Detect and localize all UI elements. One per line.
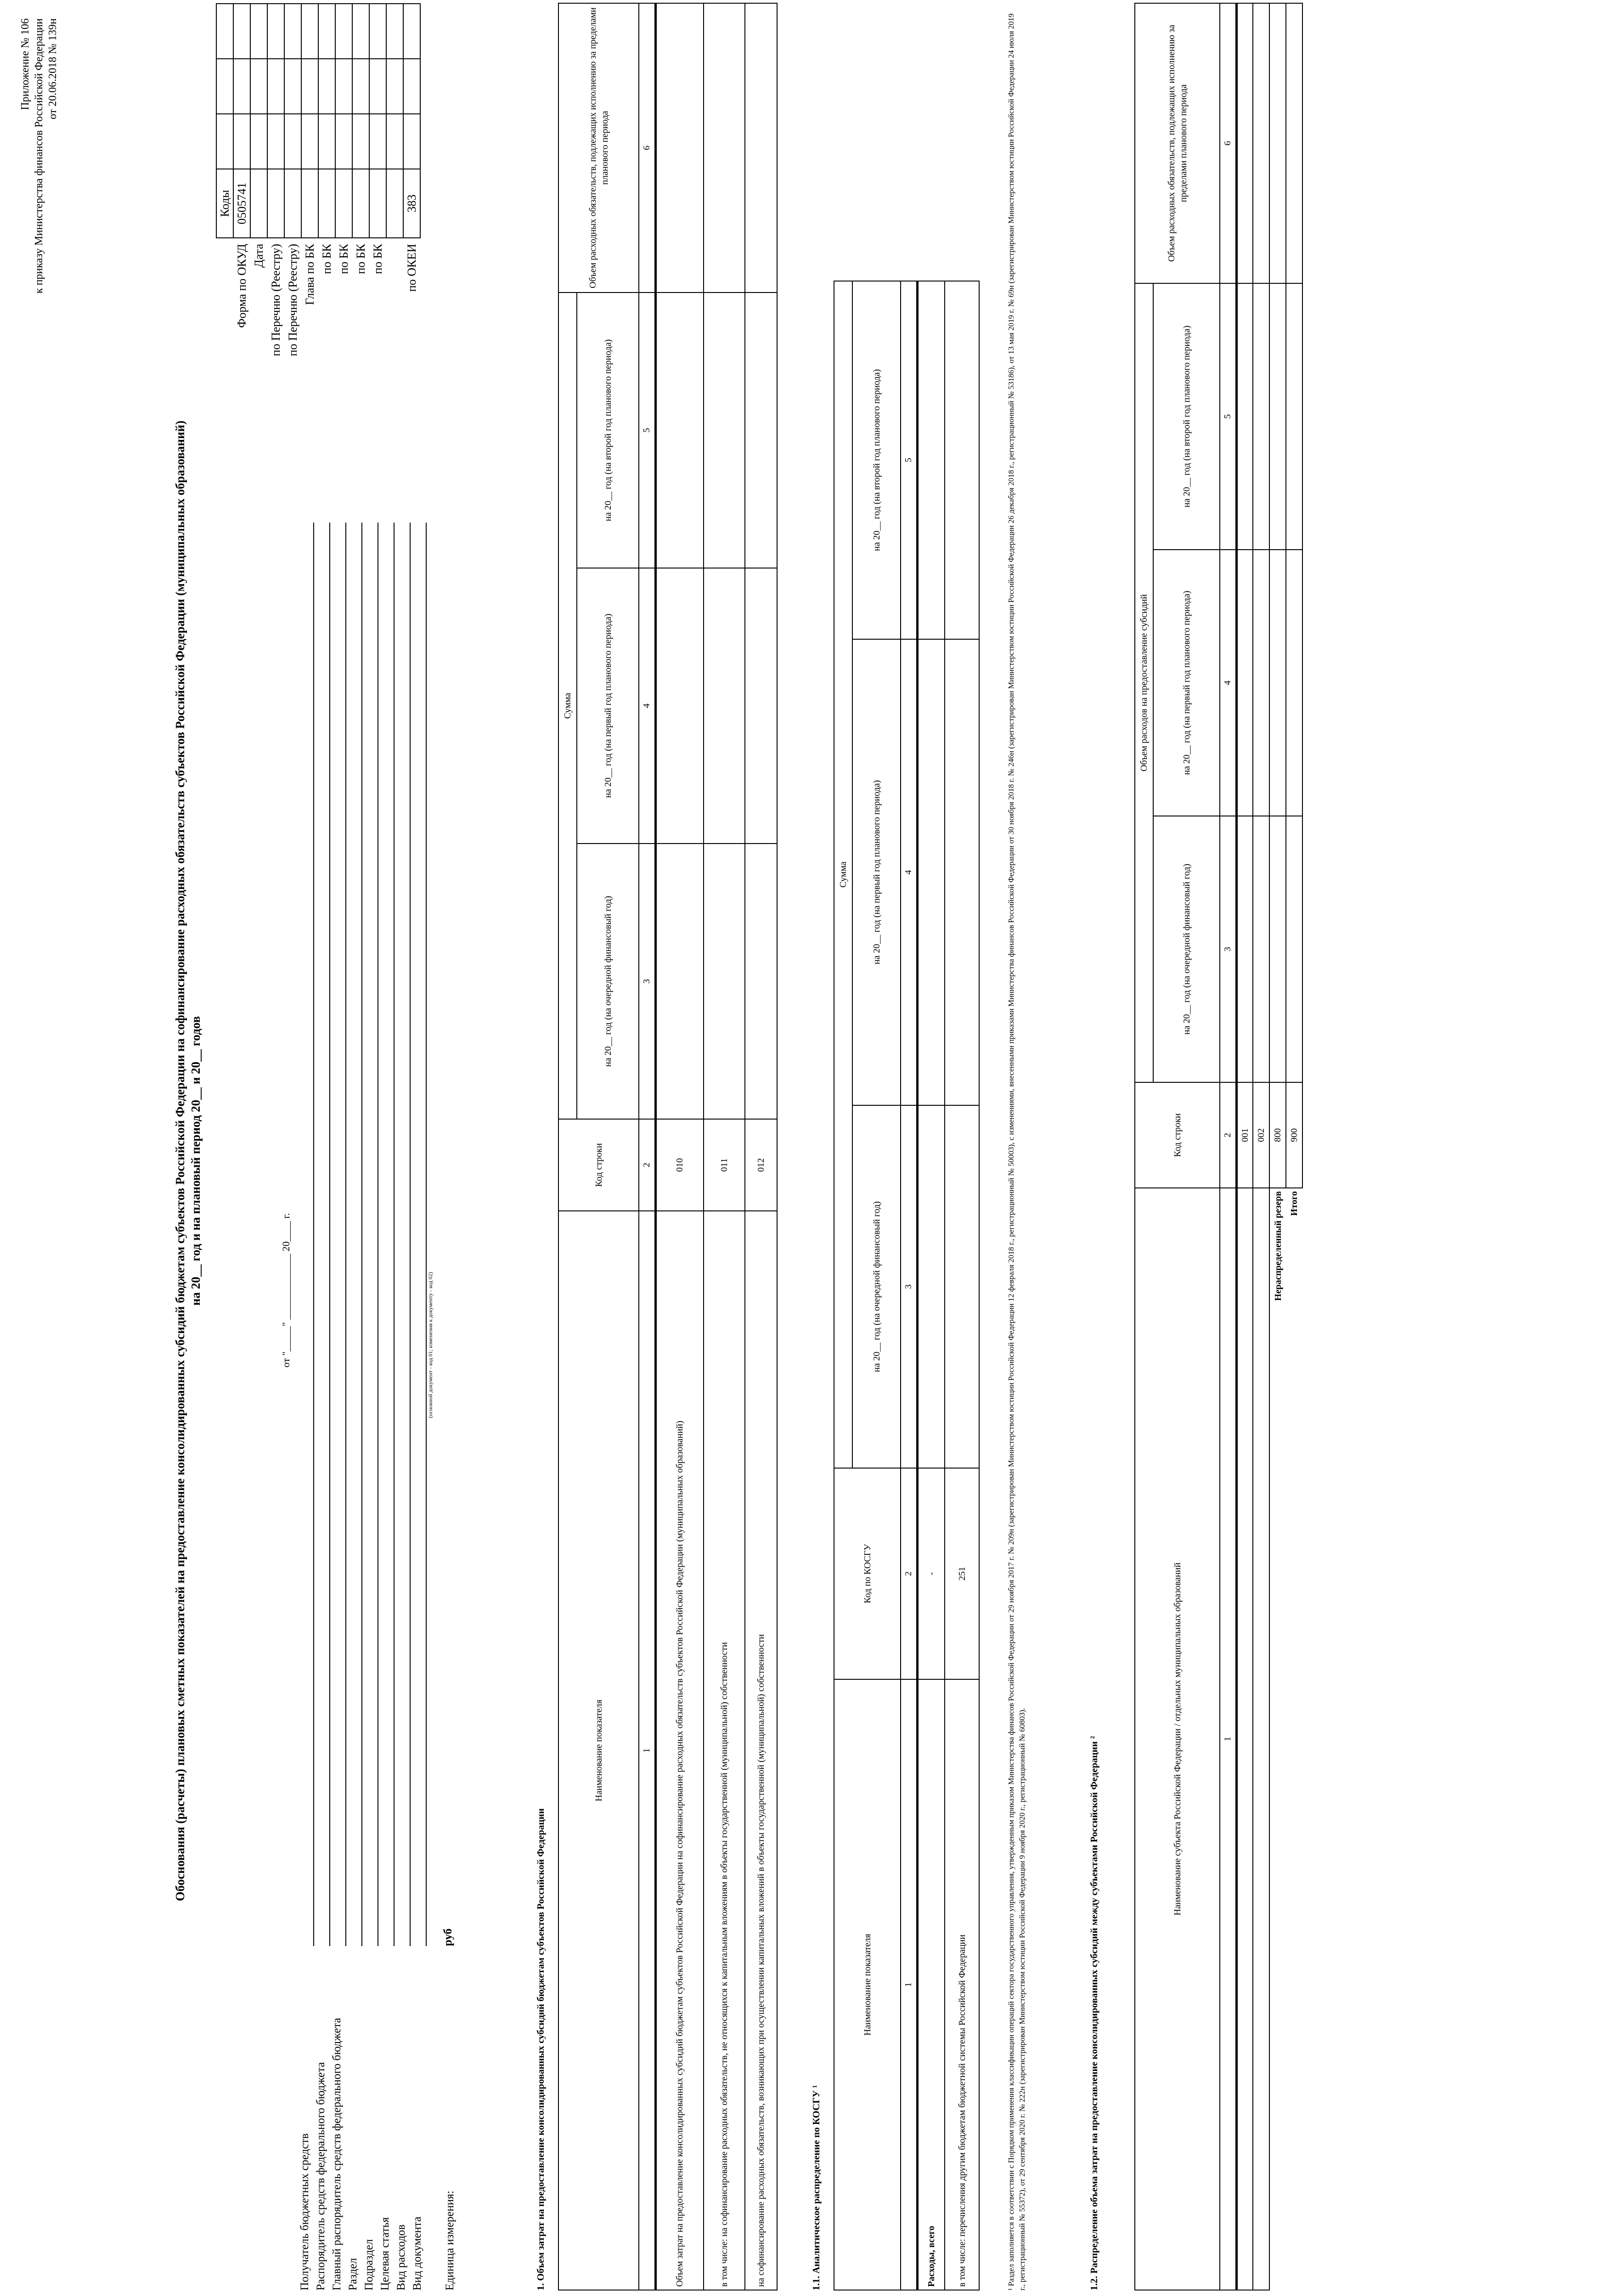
code-name-bk-2: по БК	[337, 244, 350, 274]
field-chief-manager-label: Главный распорядитель средств федерального бюджета	[331, 2018, 343, 2290]
s12-row-900-y2[interactable]	[1286, 550, 1302, 816]
s1-row-010-beyond[interactable]	[655, 3, 704, 293]
field-recipient-line[interactable]	[313, 523, 314, 1946]
table-row	[655, 3, 704, 2290]
s1-head-y3: на 20__ год (на второй год планового периода)	[577, 293, 639, 568]
field-expense-type-label: Вид расходов	[395, 2224, 407, 2290]
s11-row-251-y3[interactable]	[945, 281, 979, 639]
s1-row-011-beyond[interactable]	[704, 3, 745, 293]
s1-num-3: 3	[639, 844, 655, 1119]
s11-head-name: Наименование показателя	[834, 1679, 901, 2290]
code-name-registry-2: по Перечню (Реестру)	[286, 244, 299, 356]
field-section-label: Раздел	[347, 2258, 359, 2290]
s12-row-800-y2[interactable]	[1269, 550, 1286, 816]
field-doc-type-line[interactable]	[426, 523, 427, 1946]
s11-head-sum: Сумма	[834, 281, 852, 1468]
codes-table	[216, 3, 421, 513]
code-name-okud: Форма по ОКУД	[235, 244, 248, 328]
code-value-bk-3[interactable]	[352, 169, 369, 238]
s12-row-002-y2[interactable]	[1253, 550, 1269, 816]
order-date: от 20.06.2018 № 139н	[47, 18, 59, 119]
s11-row-251-code: 251	[945, 1468, 979, 1679]
s12-num-1: 1	[1220, 1188, 1236, 2290]
s1-row-012-y1[interactable]	[745, 844, 777, 1119]
s1-num-2: 2	[639, 1119, 655, 1211]
section11-title: 1.1. Аналитическое распределение по КОСГУ ¹	[811, 2085, 822, 2290]
s1-row-010-code: 010	[655, 1119, 704, 1211]
code-name-registry-1: по Перечню (Реестру)	[269, 244, 282, 356]
code-name-glava: Глава по БК	[303, 244, 316, 305]
code-value-blank[interactable]	[386, 169, 403, 238]
code-value-okud: 0505741	[233, 169, 250, 238]
field-section-line[interactable]	[361, 523, 362, 1946]
s12-head-beyond: Объем расходных обязательств, подлежащих исполнению за пределами планового периода	[1135, 3, 1220, 283]
doc-type-hint: (основной документ - код 01; изменения к документу - код 02)	[427, 1272, 434, 1418]
s12-num-3: 3	[1220, 816, 1236, 1082]
code-value-date[interactable]	[250, 169, 267, 238]
s12-num-5: 5	[1220, 283, 1236, 550]
s11-row-total-y3[interactable]	[917, 281, 945, 639]
code-value-bk-4[interactable]	[369, 169, 386, 238]
table-row	[1236, 3, 1253, 2290]
s1-row-012-y3[interactable]	[745, 293, 777, 568]
code-name-bk-4: по БК	[371, 244, 384, 274]
s1-head-sum: Сумма	[558, 293, 577, 1119]
s1-row-010-y3[interactable]	[655, 293, 704, 568]
s11-row-251-y2[interactable]	[945, 639, 979, 1105]
s1-row-012-y2[interactable]	[745, 568, 777, 844]
s1-num-1: 1	[639, 1211, 655, 2290]
s11-head-kosgu: Код по КОСГУ	[834, 1468, 901, 1679]
code-name-bk-1: по БК	[320, 244, 333, 274]
table-row	[1253, 3, 1269, 2290]
code-name-date: Дата	[252, 244, 265, 268]
s11-num-1: 1	[901, 1679, 917, 2290]
s12-head-volume: Объем расходов на предоставление субсидий	[1135, 283, 1153, 1082]
s12-row-002-code: 002	[1253, 1082, 1269, 1188]
s12-row-001-y1[interactable]	[1236, 816, 1253, 1082]
s12-num-6: 6	[1220, 3, 1236, 283]
field-doc-type-label: Вид документа	[411, 2217, 423, 2290]
s12-num-2: 2	[1220, 1082, 1236, 1188]
s12-row-001-y2[interactable]	[1236, 550, 1253, 816]
s1-row-010-y2[interactable]	[655, 568, 704, 844]
code-name-blank	[386, 238, 403, 513]
appendix-number: Приложение № 106	[19, 18, 31, 110]
s11-head-y3: на 20__ год (на второй год планового периода)	[852, 281, 901, 639]
s11-num-4: 4	[901, 639, 917, 1105]
s12-head-y2: на 20__ год (на первый год планового периода)	[1153, 550, 1220, 816]
section12-table	[1134, 3, 1303, 2290]
field-manager-line[interactable]	[329, 523, 330, 1946]
s12-row-800-name: Нераспределенный резерв	[1269, 1188, 1286, 2290]
s1-head-y2: на 20__ год (на первый год планового периода)	[577, 568, 639, 844]
s11-head-y1: на 20__ год (на очередной финансовый год)	[852, 1105, 901, 1468]
s1-row-012-name: на софинансирование расходных обязательств, возникающих при осуществлении капитальных вложений в объекты государственной (муниципальной) собственности	[745, 1211, 777, 2290]
code-value-bk-2[interactable]	[335, 169, 352, 238]
code-value-okei: 383	[403, 169, 420, 238]
s1-num-5: 5	[639, 293, 655, 568]
unit-value: руб	[442, 1928, 454, 1946]
s11-row-251-y1[interactable]	[945, 1105, 979, 1468]
s12-row-800-code: 800	[1269, 1082, 1286, 1188]
s1-row-010-name: Объем затрат на предоставление консолидированных субсидий бюджетам субъектов Российской Федерации на софинансирование расходных обязательств субъектов Российской Федерации (муниципальных образований)	[655, 1211, 704, 2290]
form-fields	[299, 523, 460, 2290]
s12-head-y1: на 20__ год (на очередной финансовый год)	[1153, 816, 1220, 1082]
s1-row-011-y1[interactable]	[704, 844, 745, 1119]
field-target-article-line[interactable]	[394, 523, 395, 1946]
s12-row-001-beyond[interactable]	[1236, 3, 1253, 283]
code-value-registry-2[interactable]	[284, 169, 301, 238]
code-value-glava[interactable]	[301, 169, 318, 238]
field-chief-manager	[331, 523, 347, 2290]
section12-title: 1.2. Распределение объема затрат на предоставление консолидированных субсидий между субъектами Российской Федерации ²	[1088, 1736, 1099, 2290]
field-chief-manager-line[interactable]	[345, 523, 346, 1946]
title-line-2: на 20__ год и на плановый период 20__ и 20__ годов	[189, 1016, 203, 1306]
table-row	[917, 281, 945, 2290]
s11-row-total-y2[interactable]	[917, 639, 945, 1105]
field-target-article-label: Целевая статья	[379, 2217, 391, 2290]
footnote-1: ¹ Раздел заполняется в соответствии с Порядком применения классификации операций сектора государственного управления, утвержденным приказом Министерства финансов Российской Федерации от 29 ноября 2017 г. № 209н (зарегистрирован Министерством юстиции Российской Федерации 12 февраля 2018 г., регистрационный № 50003), с изменениями, внесенными приказами Министерства финансов Российской Федерации от 30 ноября 2018 г. № 246н (зарегистрирован Министерством юстиции Российской Федерации 26 декабря 2018 г., регистрационный № 53186), от 13 мая 2019 г. № 69н (зарегистрирован Министерством юстиции Российской Федерации 24 июля 2019 г., регистрационный № 55372), от 29 сентября 2020 г. № 222н (зарегистрирован Министерством юстиции Российской Федерации 9 ноября 2020 г., регистрационный № 60803).	[1007, 13, 1026, 2290]
s1-row-011-code: 011	[704, 1119, 745, 1211]
s12-row-002-y3[interactable]	[1253, 283, 1269, 550]
s12-num-4: 4	[1220, 550, 1236, 816]
code-value-bk-1[interactable]	[318, 169, 335, 238]
s11-num-5: 5	[901, 281, 917, 639]
field-recipient	[299, 523, 315, 2290]
table-row	[945, 281, 979, 2290]
field-unit	[437, 523, 460, 2290]
field-manager	[315, 523, 331, 2290]
s12-row-800-y1[interactable]	[1269, 816, 1286, 1082]
s11-row-total-code: -	[917, 1468, 945, 1679]
s1-num-4: 4	[639, 568, 655, 844]
order-line: к приказу Министерства финансов Российской Федерации	[33, 18, 45, 294]
s11-head-y2: на 20__ год (на первый год планового периода)	[852, 639, 901, 1105]
s12-row-900-y3[interactable]	[1286, 283, 1302, 550]
s1-row-010-y1[interactable]	[655, 844, 704, 1119]
s1-row-011-name: в том числе: на софинансирование расходных обязательств, не относящихся к капитальным вложениям в объекты государственной (муниципальной) собственности	[704, 1211, 745, 2290]
table-row	[704, 3, 745, 2290]
date-line: от "_____" _____________ 20____ г.	[280, 1213, 292, 1367]
s1-row-012-beyond[interactable]	[745, 3, 777, 293]
code-name-okei: по ОКЕИ	[405, 244, 418, 292]
field-subsection-label: Подраздел	[363, 2239, 375, 2290]
s1-row-012-code: 012	[745, 1119, 777, 1211]
s12-row-900-name: Итого	[1289, 1191, 1299, 1216]
s12-row-800-beyond[interactable]	[1269, 3, 1286, 283]
table-row	[745, 3, 777, 2290]
s11-row-251-name: в том числе: перечисления другим бюджетам бюджетной системы Российской Федерации	[945, 1679, 979, 2290]
s1-head-beyond: Объем расходных обязательств, подлежащих исполнению за пределами планового периода	[558, 3, 639, 293]
s12-row-900-code: 900	[1286, 1082, 1302, 1188]
s12-row-900-y1[interactable]	[1286, 816, 1302, 1082]
table-row	[1269, 3, 1286, 2290]
section11-table	[834, 281, 980, 2290]
field-expense-type	[395, 523, 411, 2290]
s11-num-2: 2	[901, 1468, 917, 1679]
s11-row-total-name: Расходы, всего	[917, 1679, 945, 2290]
s12-head-code: Код строки	[1135, 1082, 1220, 1188]
s12-row-001-code: 001	[1236, 1082, 1253, 1188]
s1-num-6: 6	[639, 3, 655, 293]
s1-head-name: Наименование показателя	[558, 1211, 639, 2290]
field-target-article	[379, 523, 395, 2290]
s12-row-900-beyond[interactable]	[1286, 3, 1302, 283]
section1-title: 1. Объем затрат на предоставление консолидированных субсидий бюджетам субъектов Российской Федерации	[535, 1808, 546, 2290]
s11-num-3: 3	[901, 1105, 917, 1468]
s1-head-code: Код строки	[558, 1119, 639, 1211]
field-recipient-label: Получатель бюджетных средств	[299, 2133, 311, 2290]
field-manager-label: Распорядитель средств федерального бюджета	[315, 2062, 327, 2290]
code-name-bk-3: по БК	[354, 244, 367, 274]
field-doc-type	[411, 523, 427, 2290]
s12-row-001-y3[interactable]	[1236, 283, 1253, 550]
s12-row-001-name[interactable]	[1236, 1188, 1253, 2290]
title-line-1: Обоснования (расчеты) плановых сметных показателей на предоставление консолидированных субсидий бюджетам субъектов Российской Федерации на софинансирование расходных обязательств субъектов Российской Федерации (муниципальных образований)	[173, 420, 187, 1902]
s12-row-002-beyond[interactable]	[1253, 3, 1269, 283]
s12-row-800-y3[interactable]	[1269, 283, 1286, 550]
section1-table	[558, 3, 778, 2290]
field-expense-type-line[interactable]	[410, 523, 411, 1946]
unit-label: Единица измерения:	[444, 2190, 456, 2290]
appendix-header	[18, 18, 60, 386]
document-title	[172, 151, 203, 2171]
field-section	[347, 523, 363, 2290]
code-value-registry-1[interactable]	[267, 169, 284, 238]
s1-row-011-y3[interactable]	[704, 293, 745, 568]
s12-head-y3: на 20__ год (на второй год планового периода)	[1153, 283, 1220, 550]
s12-head-name: Наименование субъекта Российской Федерации / отдельных муниципальных образований	[1135, 1188, 1220, 2290]
s11-row-total-y1[interactable]	[917, 1105, 945, 1468]
s12-row-002-y1[interactable]	[1253, 816, 1269, 1082]
table-row	[1286, 3, 1302, 2290]
s12-row-002-name[interactable]	[1253, 1188, 1269, 2290]
codes-header: Коды	[216, 169, 233, 238]
s1-row-011-y2[interactable]	[704, 568, 745, 844]
field-subsection	[363, 523, 379, 2290]
s1-head-y1: на 20__ год (на очередной финансовый год)	[577, 844, 639, 1119]
